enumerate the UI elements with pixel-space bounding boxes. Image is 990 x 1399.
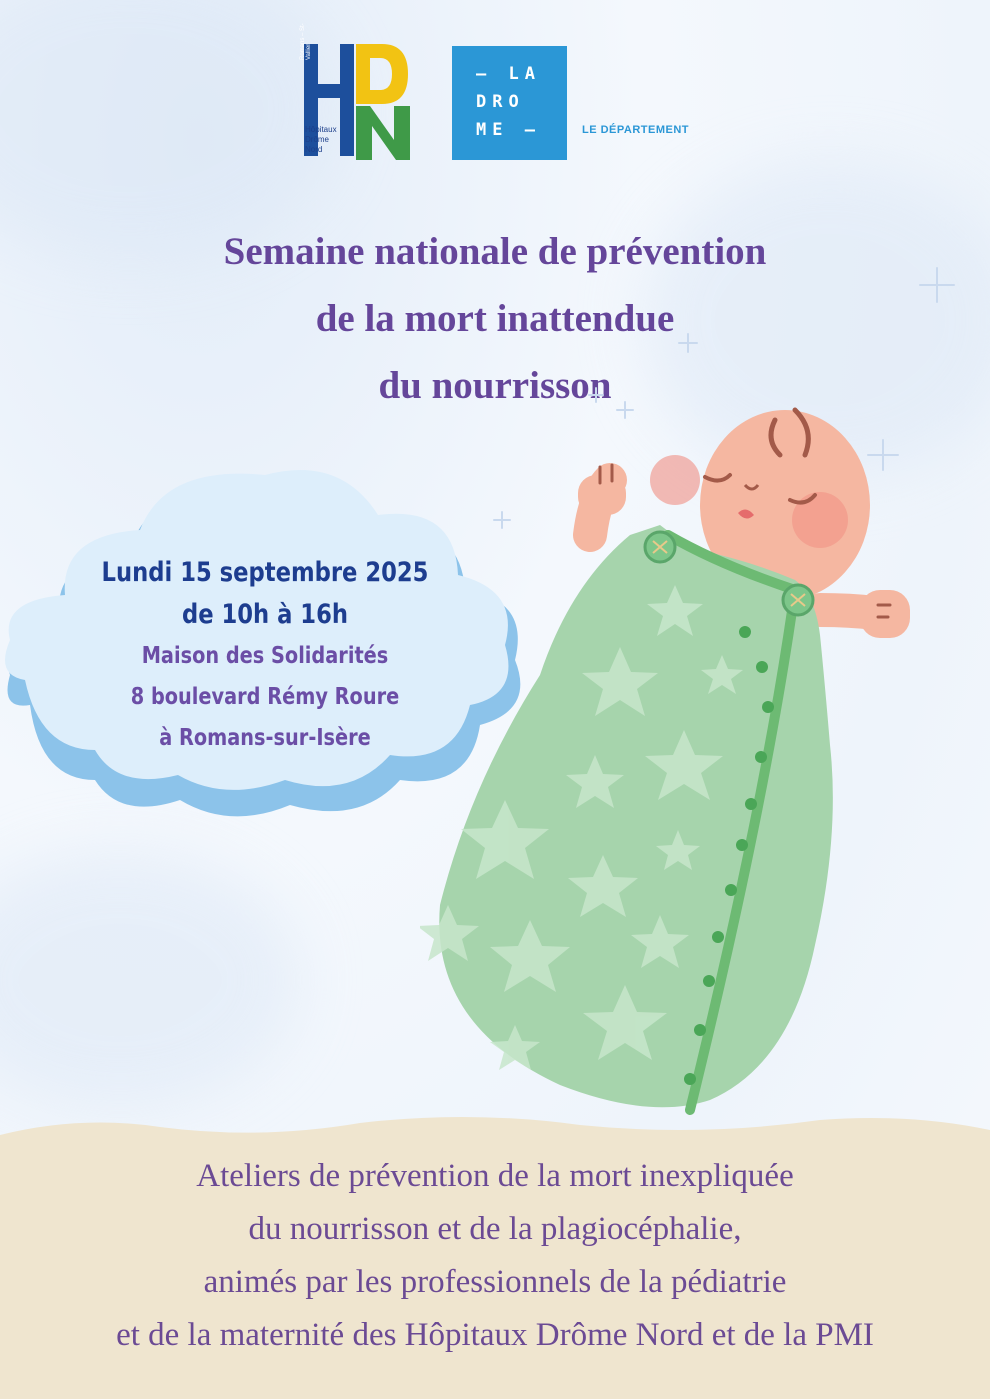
description-line: animés par les professionnels de la pédiatrie (203, 1264, 787, 1300)
workshop-description (0, 1150, 990, 1362)
watercolor-wash (0, 850, 300, 1110)
title-line: du nourrisson (378, 364, 612, 407)
hdn-vertical-text: Romans – St-Vallier (300, 23, 312, 60)
event-address: 8 boulevard Rémy Roure (130, 684, 400, 710)
drome-logo-line: – LA (476, 64, 541, 84)
event-details (68, 552, 463, 759)
sleeping-baby-illustration (420, 385, 920, 1120)
drome-department-label: LE DÉPARTEMENT (582, 124, 690, 136)
event-place: Maison des Solidarités (141, 643, 389, 669)
hdn-caption: Hôpitaux Drôme Nord (305, 125, 337, 154)
event-hours: de 10h à 16h (181, 599, 349, 630)
description-line: Ateliers de prévention de la mort inexpliquée (196, 1158, 794, 1194)
drome-logo (452, 46, 567, 160)
event-city: à Romans-sur-Isère (159, 725, 371, 751)
title-line: de la mort inattendue (315, 297, 675, 340)
description-line: du nourrisson et de la plagiocéphalie, (248, 1211, 742, 1247)
event-date: Lundi 15 septembre 2025 (101, 557, 429, 588)
drome-logo-line: DRO (476, 92, 525, 112)
drome-logo-line: ME – (476, 120, 541, 140)
description-line: et de la maternité des Hôpitaux Drôme Nord et de la PMI (116, 1317, 874, 1353)
title-line: Semaine nationale de prévention (223, 230, 767, 273)
logo-header (0, 0, 990, 180)
